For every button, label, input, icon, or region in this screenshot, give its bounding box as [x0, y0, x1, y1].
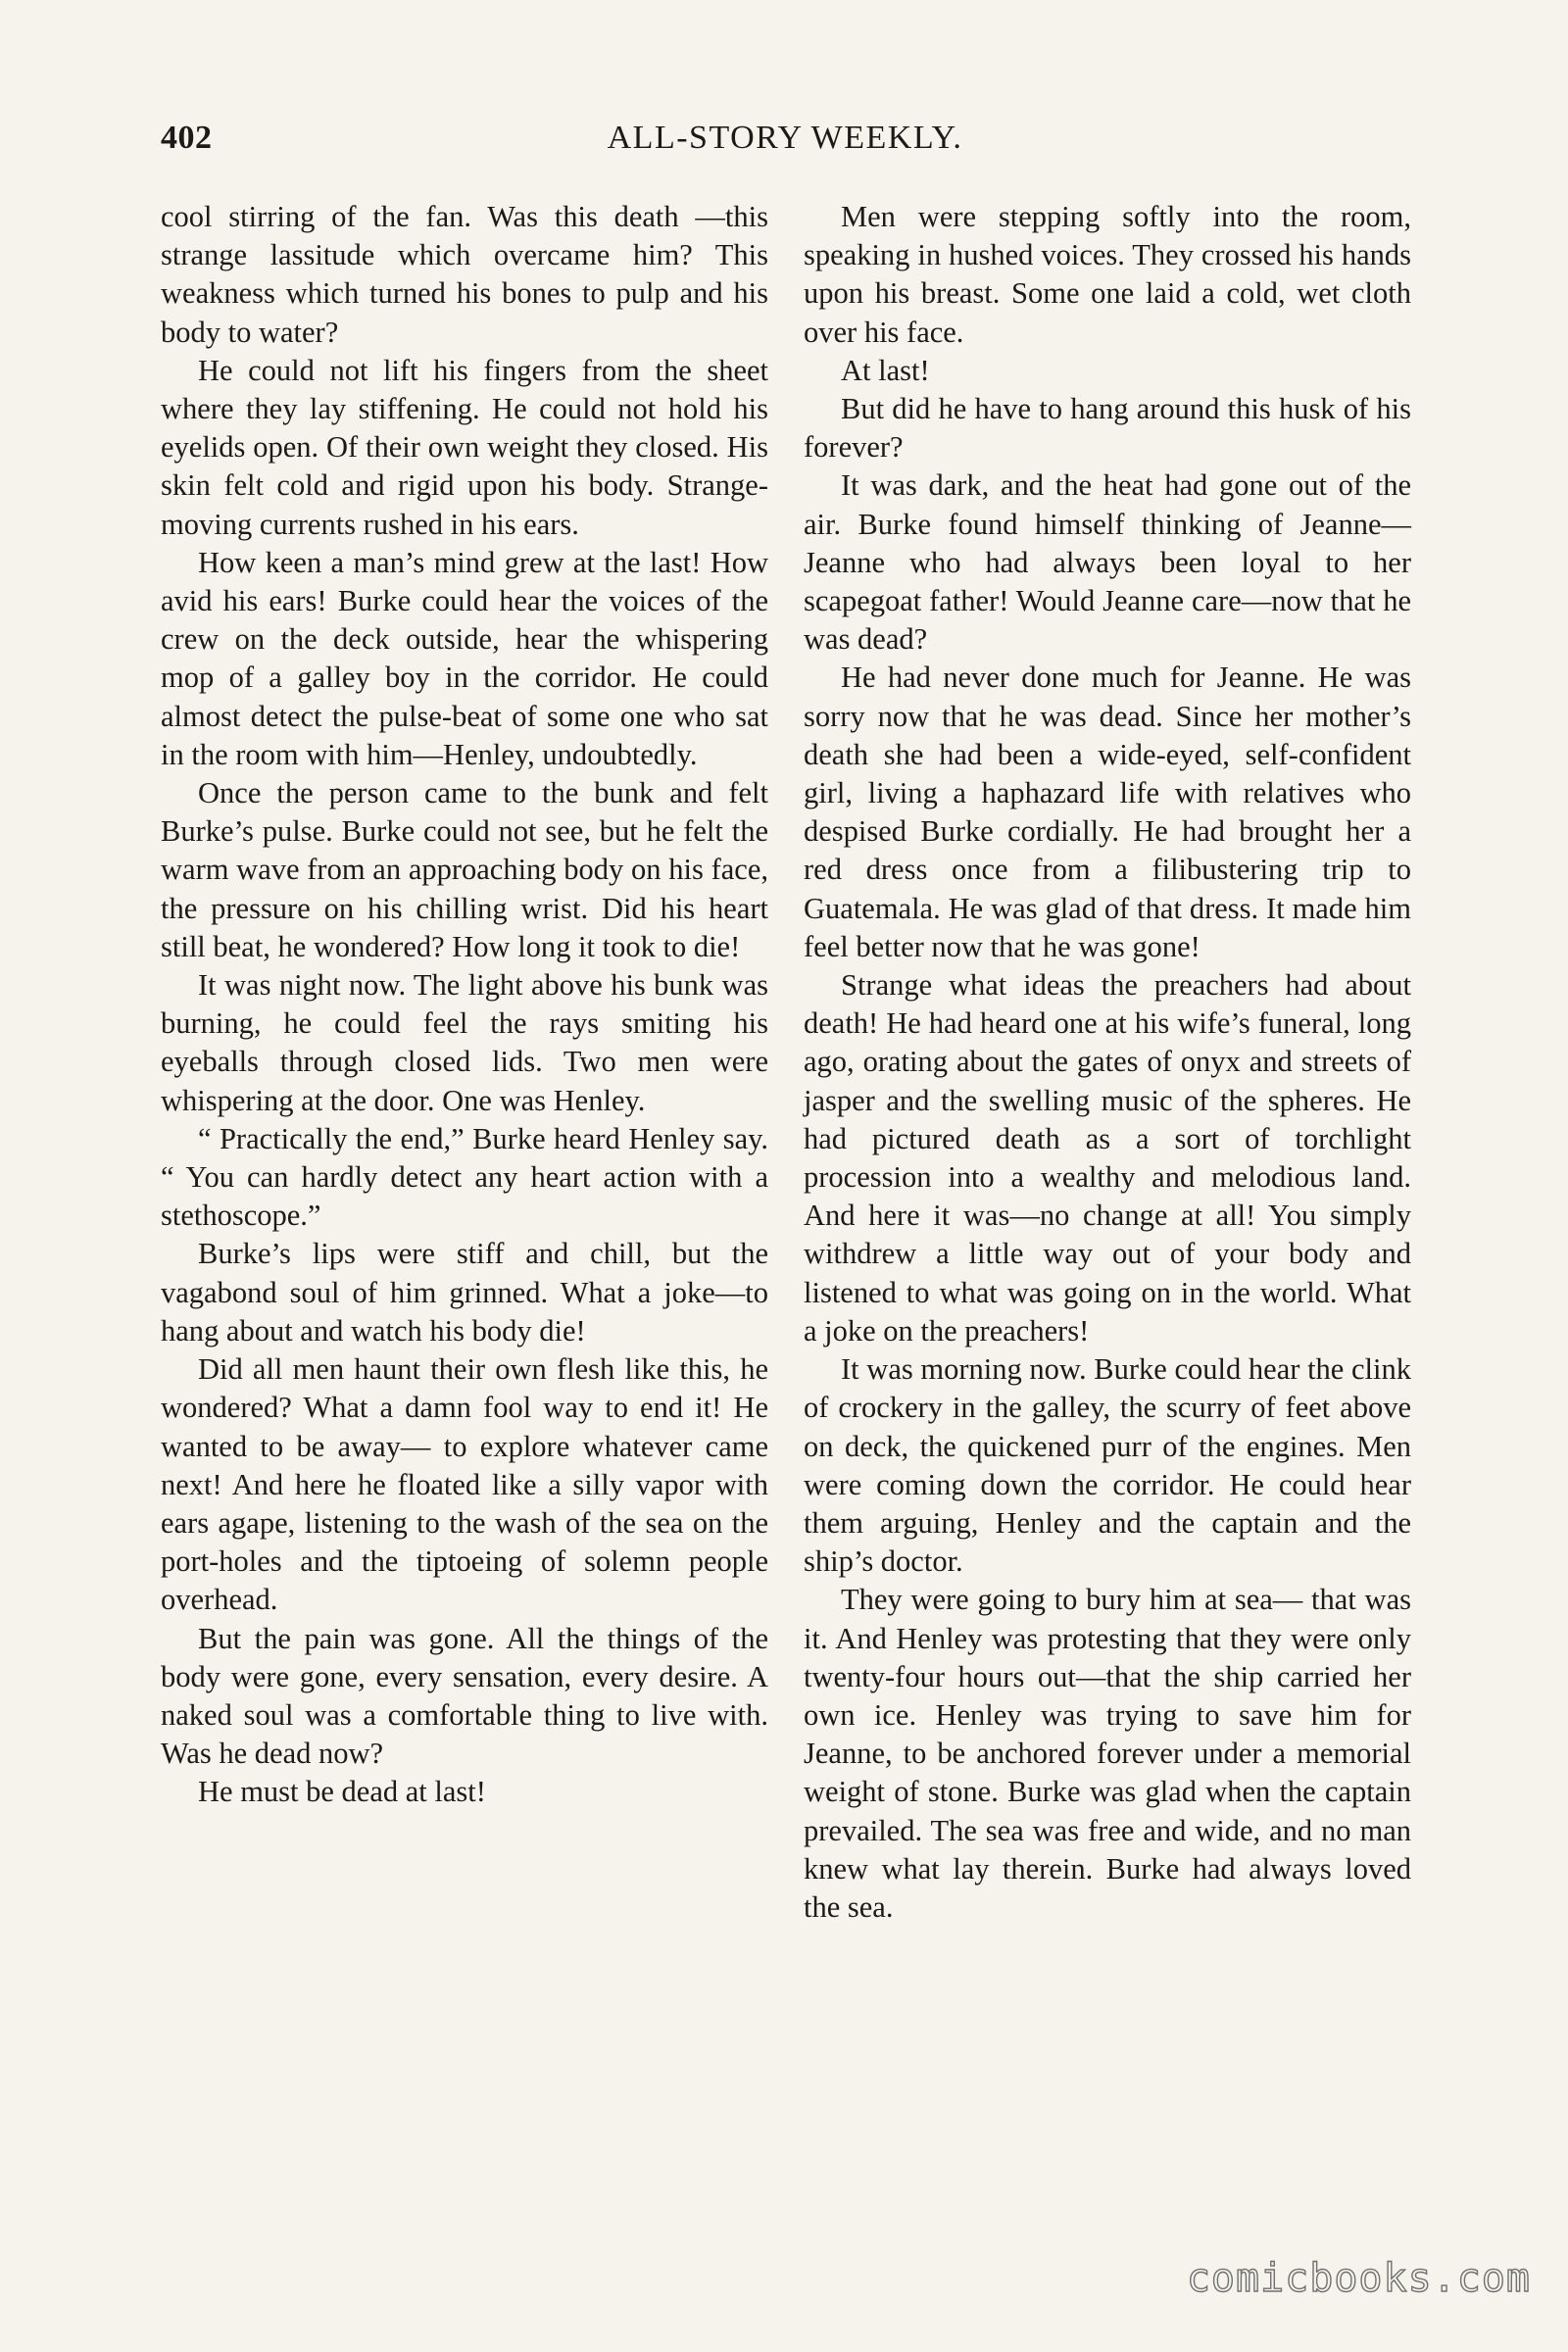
paragraph: They were going to bury him at sea— that was it. And Henley was protesting that they were only twenty-four hours out—that the ship carried her own ice. Henley was trying to save him for Jeanne, to be anchored forever under a memorial weight of stone. Burke was glad when the captain prevailed. The sea was free and wide, and no man knew what lay therein. Burke had always loved the sea. [804, 1583, 1411, 1924]
paragraph: Once the person came to the bunk and felt Burke’s pulse. Burke could not see, but he felt the warm wave from an approaching body on his face, the pressure on his chilling wrist. Did his heart still beat, he wondered? How long it took to die! [161, 776, 768, 963]
running-head: ALL-STORY WEEKLY. [607, 120, 963, 156]
page-number: 402 [161, 120, 213, 156]
paragraph: It was morning now. Burke could hear the clink of crockery in the galley, the scurry of feet above on deck, the quickened purr of the engines. Men were coming down the corridor. He could hear them arguing, Henley and the captain and the ship’s doctor. [804, 1352, 1411, 1579]
paragraph: “ Practically the end,” Burke heard Henley say. “ You can hardly detect any heart action with a stethoscope.” [161, 1121, 768, 1233]
paragraph: How keen a man’s mind grew at the last! How avid his ears! Burke could hear the voices of the crew on the deck outside, hear the whispering mop of a galley boy in the corridor. He could almost detect the pulse-beat of some one who sat in the room with him—Henley, undoubtedly. [161, 545, 768, 771]
paragraph: cool stirring of the fan. Was this death —this strange lassitude which overcame him? This weakness which turned his bones to pulp and his body to water? [161, 200, 768, 349]
paragraph: Burke’s lips were stiff and chill, but the vagabond soul of him grinned. What a joke—to hang about and watch his body die! [161, 1237, 768, 1348]
paragraph: At last! [841, 353, 930, 387]
right-column [804, 198, 1411, 1927]
paragraph: But the pain was gone. All the things of the body were gone, every sensation, every desire. A naked soul was a comfortable thing to live with. Was he dead now? [161, 1621, 768, 1771]
paragraph: He could not lift his fingers from the sheet where they lay stiffening. He could not hold his eyelids open. Of their own weight they closed. His skin felt cold and rigid upon his body. Strange-moving currents rushed in his ears. [161, 353, 768, 541]
paragraph: But did he have to hang around this husk of his forever? [804, 392, 1411, 465]
paragraph: Men were stepping softly into the room, speaking in hushed voices. They crossed his hands upon his breast. Some one laid a cold, wet cloth over his face. [804, 200, 1411, 349]
watermark: comicbooks.com [1186, 2256, 1531, 2301]
paragraph: He must be dead at last! [198, 1775, 486, 1809]
paragraph: Did all men haunt their own flesh like this, he wondered? What a damn fool way to end it! He wanted to be away— to explore whatever came next! And here he floated like a silly vapor with ears agape, listening to the wash of the sea on the port-holes and the tiptoeing of solemn people overhead. [161, 1352, 768, 1617]
page-header [161, 120, 1409, 178]
paragraph: It was night now. The light above his bunk was burning, he could feel the rays smiting his eyeballs through closed lids. Two men were whispering at the door. One was Henley. [161, 968, 768, 1117]
paragraph: It was dark, and the heat had gone out of the air. Burke found himself thinking of Jeanne—Jeanne who had always been loyal to her scapegoat father! Would Jeanne care—now that he was dead? [804, 468, 1411, 657]
paragraph: He had never done much for Jeanne. He was sorry now that he was dead. Since her mother’s death she had been a wide-eyed, self-confident girl, living a haphazard life with relatives who despised Burke cordially. He had brought her a red dress once from a filibustering trip to Guatemala. He was glad of that dress. It made him feel better now that he was gone! [804, 661, 1411, 963]
paragraph: Strange what ideas the preachers had about death! He had heard one at his wife’s funeral, long ago, orating about the gates of onyx and streets of jasper and the swelling music of the spheres. He had pictured death as a sort of torchlight procession into a wealthy and melodious land. And here it was—no change at all! You simply withdrew a little way out of your body and listened to what was going on in the world. What a joke on the preachers! [804, 968, 1411, 1348]
left-column [161, 198, 768, 1812]
